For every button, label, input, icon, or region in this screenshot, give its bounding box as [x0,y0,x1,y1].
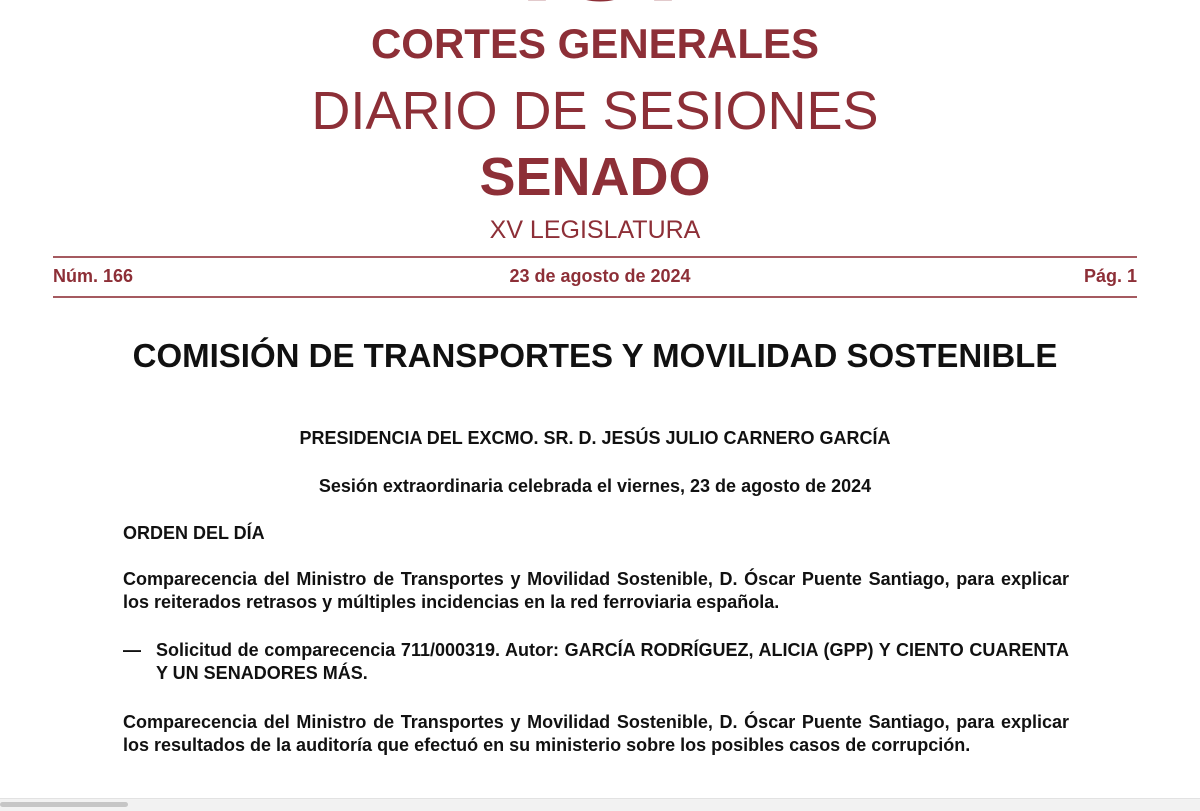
publication-title: DIARIO DE SESIONES [311,81,879,141]
issue-date: 23 de agosto de 2024 [509,266,691,286]
coat-of-arms-icon [518,0,682,6]
chamber-title: SENADO [479,147,711,207]
request-text: Solicitud de comparecencia 711/000319. Autor: GARCÍA RODRÍGUEZ, ALICIA (GPP) Y CIENTO CUARENTA Y UN SENADORES MÁS. [156,640,1069,683]
header-rule-top [53,256,1137,258]
issue-number: Núm. 166 [53,266,134,286]
request-dash: — [123,640,141,660]
header-rule-bottom [53,296,1137,298]
session-line: Sesión extraordinaria celebrada el viernes, 23 de agosto de 2024 [318,476,872,496]
agenda-request-1 [123,639,1069,685]
presidency-line: PRESIDENCIA DEL EXCMO. SR. D. JESÚS JULIO CARNERO GARCÍA [299,428,891,448]
scrollbar-thumb[interactable] [0,802,128,807]
page-number: Pág. 1 [1083,266,1137,286]
commission-title: COMISIÓN DE TRANSPORTES Y MOVILIDAD SOSTENIBLE [132,337,1058,374]
institution-title: CORTES GENERALES [370,20,820,67]
agenda-item-2: Comparecencia del Ministro de Transportes y Movilidad Sostenible, D. Óscar Puente Santiago, para explicar los resultados de la auditoría que efectuó en su ministerio sobre los posibles casos de corrupción. [123,712,1069,755]
agenda-heading: ORDEN DEL DÍA [123,523,265,543]
horizontal-scrollbar[interactable] [0,798,1200,811]
agenda-item-1: Comparecencia del Ministro de Transportes y Movilidad Sostenible, D. Óscar Puente Santiago, para explicar los reiterados retrasos y múltiples incidencias en la red ferroviaria española. [123,569,1069,612]
legislature-label: XV LEGISLATURA [489,216,701,244]
